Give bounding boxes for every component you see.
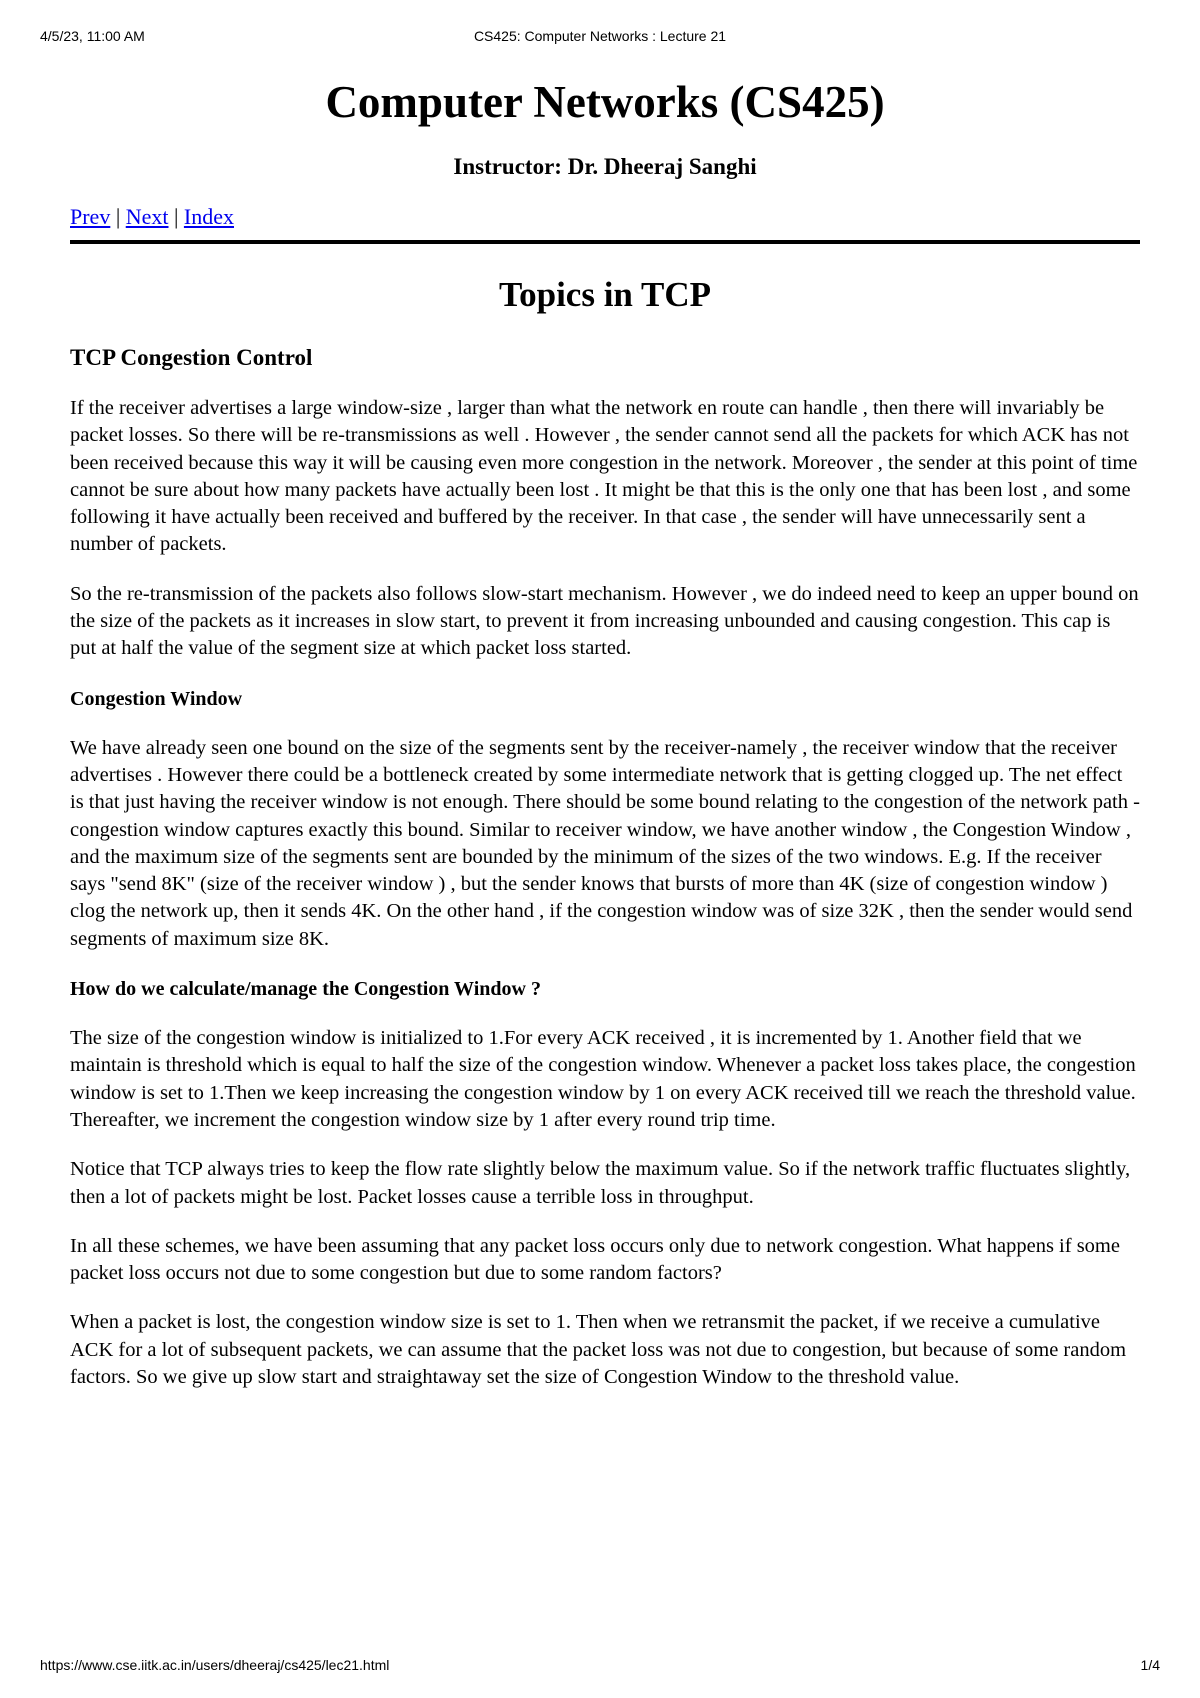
topic-title: Topics in TCP [498,275,712,314]
paragraph: If the receiver advertises a large window-size , larger than what the network en route can handle , then there will invariably be packet losses. So there will be re-transmissions as well . However , the sender cannot send all the packets for which ACK has not been received because this way it will be causing even more congestion in the network. Moreover , the sender at this point of time cannot be sure about how many packets have actually been lost . It might be that this is the only one that has been lost , and some following it have actually been received and buffered by the receiver. In that case , the sender will have unnecessarily sent a number of packets. [70,397,1138,556]
document-content [70,70,1140,1391]
instructor-line: Instructor: Dr. Dheeraj Sanghi [453,154,757,179]
index-link[interactable]: Index [183,204,234,229]
nav-separator: | [110,204,126,229]
nav-separator: | [168,204,184,229]
paragraph: In all these schemes, we have been assuming that any packet loss occurs only due to network congestion. What happens if some packet loss occurs not due to some congestion but due to some random factors? [70,1234,1120,1285]
prev-link[interactable]: Prev [70,204,111,229]
paragraph: We have already seen one bound on the size of the segments sent by the receiver-namely , the receiver window that the receiver advertises . However there could be a bottleneck created by some intermediate network that is getting clogged up. The net effect is that just having the receiver window is not enough. There should be some bound relating to the congestion of the network path - congestion window captures exactly this bound. Similar to receiver window, we have another window , the Congestion Window , and the maximum size of the segments sent are bounded by the minimum of the sizes of the two windows. E.g. If the receiver says "send 8K" (size of the receiver window ) , but the sender knows that bursts of more than 4K (size of congestion window ) clog the network up, then it sends 4K. On the other hand , if the congestion window was of size 32K , then the sender would send segments of maximum size 8K. [70,736,1140,950]
next-link[interactable]: Next [125,204,169,229]
paragraph: The size of the congestion window is initialized to 1.For every ACK received , it is incremented by 1. Another field that we maintain is threshold which is equal to half the size of the congestion window. Whenever a packet loss takes place, the congestion window is set to 1.Then we keep increasing the congestion window by 1 on every ACK received till we reach the threshold value. Thereafter, we increment the congestion window size by 1 after every round trip time. [70,1027,1136,1131]
print-datetime: 4/5/23, 11:00 AM [40,28,145,44]
print-footer [40,1657,1160,1677]
print-header [40,28,1160,48]
paragraph: So the re-transmission of the packets also follows slow-start mechanism. However , we do indeed need to keep an upper bound on the size of the packets as it increases in slow start, to prevent it from increasing unbounded and causing congestion. This cap is put at half the value of the segment size at which packet loss started. [70,582,1139,660]
print-page-title: CS425: Computer Networks : Lecture 21 [473,28,727,44]
section-heading-congestion-control: TCP Congestion Control [70,345,313,370]
page-title: Computer Networks (CS425) [325,77,885,127]
paragraph: When a packet is lost, the congestion window size is set to 1. Then when we retransmit the packet, if we receive a cumulative ACK for a lot of subsequent packets, we can assume that the packet loss was not due to congestion, but because of some random factors. So we give up slow start and straightaway set the size of Congestion Window to the threshold value. [70,1311,1127,1389]
section-heading-manage-window: How do we calculate/manage the Congestion Window ? [70,978,541,1001]
horizontal-rule [70,240,1140,244]
section-heading-congestion-window: Congestion Window [70,687,243,710]
print-url: https://www.cse.iitk.ac.in/users/dheeraj/cs425/lec21.html [40,1657,390,1673]
paragraph: Notice that TCP always tries to keep the flow rate slightly below the maximum value. So if the network traffic fluctuates slightly, then a lot of packets might be lost. Packet losses cause a terrible loss in throughput. [70,1158,1131,1208]
print-page-count: 1/4 [1140,1657,1160,1673]
nav-links [70,202,1140,232]
